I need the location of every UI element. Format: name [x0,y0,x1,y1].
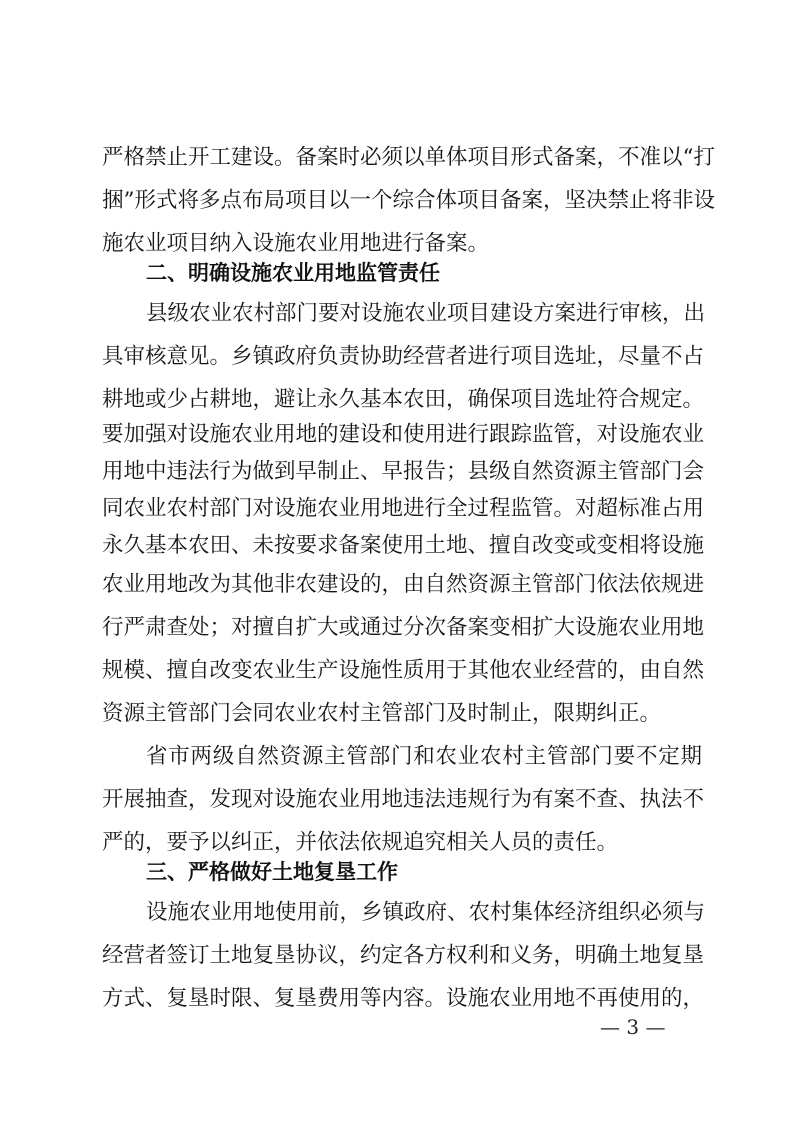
paragraph-line: 方式、复垦时限、复垦费用等内容。设施农业用地不再使用的， [102,986,705,1011]
paragraph-line: 施农业项目纳入设施农业用地进行备案。 [102,231,490,256]
paragraph-line: 开展抽查，发现对设施农业用地违法违规行为有案不查、执法不 [102,787,705,812]
section-heading: 三、严格做好土地复垦工作 [146,860,398,884]
paragraph-line: 严格禁止开工建设。备案时必须以单体项目形式备案，不准以“打 [102,145,715,170]
paragraph-line: 县级农业农村部门要对设施农业项目建设方案进行审核，出 [146,301,706,326]
paragraph-line: 规模、擅自改变农业生产设施性质用于其他农业经营的，由自然 [102,658,705,683]
paragraph-line: 要加强对设施农业用地的建设和使用进行跟踪监管，对设施农业 [102,422,705,447]
paragraph-line: 严的，要予以纠正，并依法依规追究相关人员的责任。 [102,830,619,855]
paragraph-line: 具审核意见。乡镇政府负责协助经营者进行项目选址，尽量不占 [102,344,705,369]
paragraph-line: 农业用地改为其他非农建设的，由自然资源主管部门依法依规进 [102,572,705,597]
paragraph-line: 省市两级自然资源主管部门和农业农村主管部门要不定期 [146,744,702,769]
paragraph-line: 资源主管部门会同农业农村主管部门及时制止，限期纠正。 [102,701,662,726]
paragraph-line: 设施农业用地使用前，乡镇政府、农村集体经济组织必须与 [146,900,706,925]
paragraph-line: 耕地或少占耕地，避让永久基本农田，确保项目选址符合规定。 [102,387,705,412]
paragraph-line: 同农业农村部门对设施农业用地进行全过程监管。对超标准占用 [102,496,705,521]
paragraph-line: 经营者签订土地复垦协议，约定各方权利和义务，明确土地复垦 [102,943,705,968]
paragraph-line: 用地中违法行为做到早制止、早报告；县级自然资源主管部门会 [102,459,705,484]
paragraph-line: 行严肃查处；对擅自扩大或通过分次备案变相扩大设施农业用地 [102,615,705,640]
paragraph-line: 捆”形式将多点布局项目以一个综合体项目备案，坚决禁止将非设 [102,188,715,213]
section-heading: 二、明确设施农业用地监管责任 [146,261,440,285]
paragraph-line: 永久基本农田、未按要求备案使用土地、擅自改变或变相将设施 [102,533,705,558]
page-number: — 3 — [600,1015,666,1039]
